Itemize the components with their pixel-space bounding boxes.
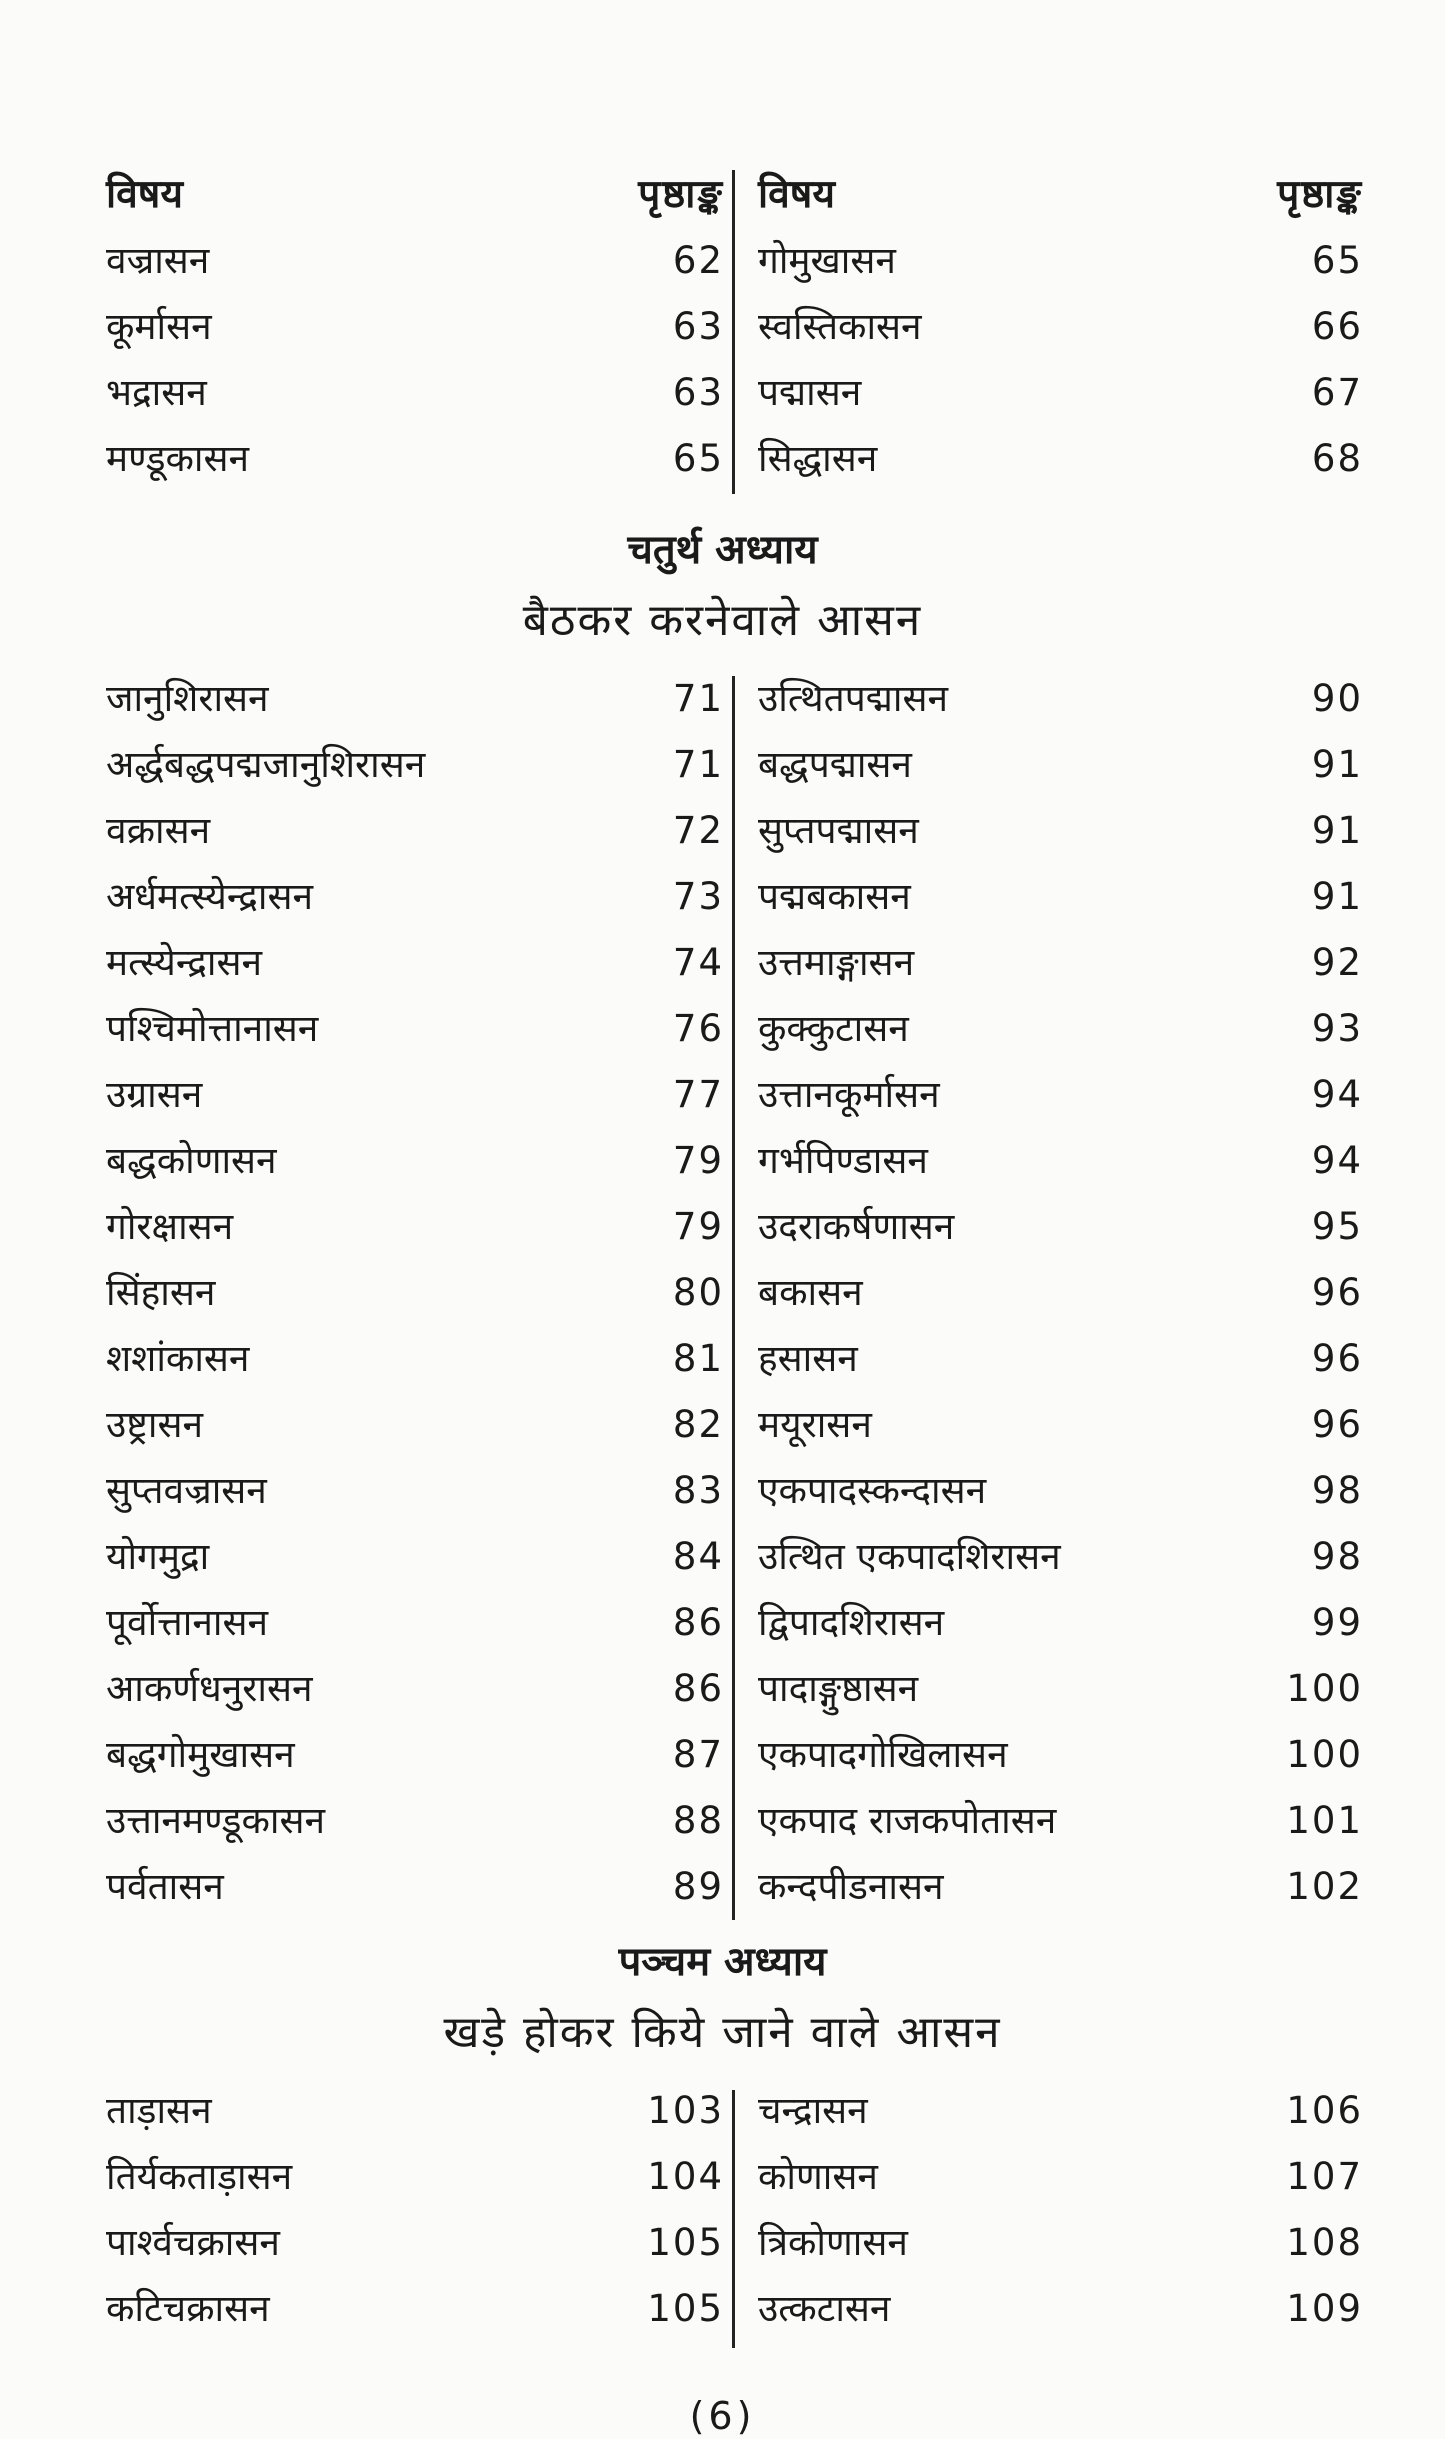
asana-name: शशांकासन <box>106 1337 250 1380</box>
contents-entry <box>96 666 732 732</box>
page-ref: 71 <box>672 677 724 720</box>
contents-entry <box>748 2078 1371 2144</box>
page-ref: 63 <box>672 371 724 414</box>
subject-heading: विषय <box>758 172 835 217</box>
contents-entry <box>96 1260 732 1326</box>
page-ref: 103 <box>647 2089 724 2132</box>
page-ref: 96 <box>1311 1403 1363 1446</box>
left-header-row <box>96 162 732 228</box>
contents-entry <box>748 666 1371 732</box>
contents-entry <box>748 1524 1371 1590</box>
contents-entry <box>96 864 732 930</box>
contents-entry <box>748 1656 1371 1722</box>
contents-entry <box>96 1392 732 1458</box>
contents-entry <box>748 1722 1371 1788</box>
contents-entry <box>748 1854 1371 1920</box>
page-ref: 107 <box>1286 2155 1363 2198</box>
asana-name: कन्दपीडनासन <box>758 1865 944 1908</box>
asana-name: पूर्वोत्तानासन <box>106 1601 268 1644</box>
contents-entry <box>96 426 732 492</box>
asana-name: उत्कटासन <box>758 2287 891 2330</box>
page-ref: 88 <box>672 1799 724 1842</box>
contents-entry <box>748 360 1371 426</box>
asana-name: चन्द्रासन <box>758 2089 868 2132</box>
page-ref: 94 <box>1311 1139 1363 1182</box>
asana-name: उत्थितपद्मासन <box>758 677 949 720</box>
page-ref: 99 <box>1311 1601 1363 1644</box>
page-ref: 79 <box>672 1139 724 1182</box>
contents-entry <box>96 1326 732 1392</box>
page-ref: 101 <box>1286 1799 1363 1842</box>
page-ref: 96 <box>1311 1337 1363 1380</box>
contents-entry <box>96 1062 732 1128</box>
page-ref: 86 <box>672 1667 724 1710</box>
asana-name: उष्ट्रासन <box>106 1403 204 1446</box>
contents-entry <box>96 1524 732 1590</box>
page-ref: 92 <box>1311 941 1363 984</box>
asana-name: सुप्तवज्रासन <box>106 1469 267 1512</box>
page-ref: 62 <box>672 239 724 282</box>
asana-name: उत्तमाङ्गासन <box>758 941 915 984</box>
contents-entry <box>96 1854 732 1920</box>
right-column <box>748 162 1371 492</box>
contents-entry <box>96 2144 732 2210</box>
asana-name: ताड़ासन <box>106 2089 212 2132</box>
asana-name: उत्तानमण्डूकासन <box>106 1799 326 1842</box>
contents-entry <box>748 732 1371 798</box>
asana-name: हसासन <box>758 1337 858 1380</box>
contents-entry <box>748 2276 1371 2342</box>
page-ref: 79 <box>672 1205 724 1248</box>
contents-entry <box>748 1062 1371 1128</box>
asana-name: बकासन <box>758 1271 863 1314</box>
contents-entry <box>96 2210 732 2276</box>
asana-name: सिद्धासन <box>758 437 878 480</box>
right-column <box>748 666 1371 1920</box>
asana-name: अर्द्धबद्धपद्मजानुशिरासन <box>106 743 426 786</box>
asana-name: तिर्यकताड़ासन <box>106 2155 293 2198</box>
asana-name: त्रिकोणासन <box>758 2221 908 2264</box>
contents-entry <box>96 1128 732 1194</box>
contents-entry <box>748 1128 1371 1194</box>
left-column <box>96 2078 732 2342</box>
asana-name: बद्धपद्मासन <box>758 743 912 786</box>
asana-name: पद्मबकासन <box>758 875 911 918</box>
page-ref: 91 <box>1311 875 1363 918</box>
page-ref: 96 <box>1311 1271 1363 1314</box>
asana-name: सुप्तपद्मासन <box>758 809 919 852</box>
contents-entry <box>96 930 732 996</box>
page-ref: 89 <box>672 1865 724 1908</box>
asana-name: मण्डूकासन <box>106 437 250 480</box>
page-ref: 86 <box>672 1601 724 1644</box>
asana-name: गोरक्षासन <box>106 1205 234 1248</box>
chapter-4-title: चतुर्थ अध्याय <box>627 527 818 573</box>
page-ref: 77 <box>672 1073 724 1116</box>
page-ref: 91 <box>1311 809 1363 852</box>
contents-entry <box>748 1260 1371 1326</box>
page-ref: 83 <box>672 1469 724 1512</box>
asana-name: वक्रासन <box>106 809 211 852</box>
page-ref: 76 <box>672 1007 724 1050</box>
page-ref: 94 <box>1311 1073 1363 1116</box>
page-heading: पृष्ठाङ्क <box>1277 172 1363 217</box>
contents-entry <box>748 864 1371 930</box>
contents-entry <box>96 1656 732 1722</box>
page-ref: 105 <box>647 2287 724 2330</box>
asana-name: आकर्णधनुरासन <box>106 1667 313 1710</box>
contents-entry <box>748 294 1371 360</box>
asana-name: मत्स्येन्द्रासन <box>106 941 263 984</box>
contents-entry <box>748 1788 1371 1854</box>
asana-name: मयूरासन <box>758 1403 872 1446</box>
contents-entry <box>96 1722 732 1788</box>
contents-entry <box>748 1590 1371 1656</box>
page-ref: 63 <box>672 305 724 348</box>
column-divider <box>732 170 735 494</box>
contents-entry <box>748 996 1371 1062</box>
asana-name: उत्थित एकपादशिरासन <box>758 1535 1061 1578</box>
contents-entry <box>96 1458 732 1524</box>
page-ref: 104 <box>647 2155 724 2198</box>
asana-name: सिंहासन <box>106 1271 216 1314</box>
contents-entry <box>96 1788 732 1854</box>
asana-name: अर्धमत्स्येन्द्रासन <box>106 875 314 918</box>
contents-entry <box>748 930 1371 996</box>
asana-name: योगमुद्रा <box>106 1535 210 1578</box>
page-ref: 80 <box>672 1271 724 1314</box>
contents-entry <box>96 360 732 426</box>
contents-entry <box>748 2210 1371 2276</box>
asana-name: द्विपादशिरासन <box>758 1601 945 1644</box>
asana-name: एकपादगोखिलासन <box>758 1733 1008 1776</box>
asana-name: पर्वतासन <box>106 1865 224 1908</box>
page-ref: 73 <box>672 875 724 918</box>
column-divider <box>732 676 735 1920</box>
contents-entry <box>748 2144 1371 2210</box>
page-ref: 74 <box>672 941 724 984</box>
page-ref: 87 <box>672 1733 724 1776</box>
contents-entry <box>96 798 732 864</box>
contents-entry <box>748 426 1371 492</box>
page-ref: 95 <box>1311 1205 1363 1248</box>
page-ref: 93 <box>1311 1007 1363 1050</box>
contents-entry <box>96 228 732 294</box>
page-ref: 91 <box>1311 743 1363 786</box>
page-ref: 100 <box>1286 1667 1363 1710</box>
page-heading: पृष्ठाङ्क <box>638 172 724 217</box>
asana-name: गर्भपिण्डासन <box>758 1139 928 1182</box>
page-ref: 65 <box>1311 239 1363 282</box>
right-header-row <box>748 162 1371 228</box>
page-ref: 102 <box>1286 1865 1363 1908</box>
asana-name: बद्धकोणासन <box>106 1139 277 1182</box>
asana-name: कटिचक्रासन <box>106 2287 270 2330</box>
asana-name: उग्रासन <box>106 1073 203 1116</box>
asana-name: कोणासन <box>758 2155 878 2198</box>
page-ref: 90 <box>1311 677 1363 720</box>
asana-name: पद्मासन <box>758 371 862 414</box>
page-ref: 100 <box>1286 1733 1363 1776</box>
left-column <box>96 162 732 492</box>
asana-name: बद्धगोमुखासन <box>106 1733 295 1776</box>
page-ref: 66 <box>1311 305 1363 348</box>
asana-name: भद्रासन <box>106 371 207 414</box>
asana-name: उदराकर्षणासन <box>758 1205 955 1248</box>
asana-name: कूर्मासन <box>106 305 212 348</box>
asana-name: पश्चिमोत्तानासन <box>106 1007 319 1050</box>
contents-entry <box>96 732 732 798</box>
chapter-5-subtitle: खड़े होकर किये जाने वाले आसन <box>443 2007 1002 2058</box>
page-ref: 68 <box>1311 437 1363 480</box>
page-ref: 82 <box>672 1403 724 1446</box>
page-ref: 65 <box>672 437 724 480</box>
chapter-5-title: पञ्चम अध्याय <box>618 1939 827 1985</box>
asana-name: एकपाद राजकपोतासन <box>758 1799 1057 1842</box>
page-ref: 98 <box>1311 1535 1363 1578</box>
contents-entry <box>96 294 732 360</box>
contents-entry <box>748 798 1371 864</box>
asana-name: जानुशिरासन <box>106 677 269 720</box>
subject-heading: विषय <box>106 172 183 217</box>
page-ref: 81 <box>672 1337 724 1380</box>
asana-name: पार्श्वचक्रासन <box>106 2221 280 2264</box>
left-column <box>96 666 732 1920</box>
contents-entry <box>748 1326 1371 1392</box>
asana-name: पादाङ्गुष्ठासन <box>758 1667 919 1710</box>
page-ref: 71 <box>672 743 724 786</box>
asana-name: एकपादस्कन्दासन <box>758 1469 987 1512</box>
asana-name: उत्तानकूर्मासन <box>758 1073 940 1116</box>
page-ref: 72 <box>672 809 724 852</box>
chapter-4-subtitle: बैठकर करनेवाले आसन <box>522 595 923 646</box>
contents-entry <box>96 1194 732 1260</box>
page-ref: 67 <box>1311 371 1363 414</box>
page-ref: 98 <box>1311 1469 1363 1512</box>
contents-entry <box>96 2276 732 2342</box>
asana-name: वज्रासन <box>106 239 210 282</box>
page-ref: 108 <box>1286 2221 1363 2264</box>
page-ref: 109 <box>1286 2287 1363 2330</box>
page-ref: 106 <box>1286 2089 1363 2132</box>
contents-entry <box>96 1590 732 1656</box>
page-ref: 84 <box>672 1535 724 1578</box>
contents-entry <box>748 228 1371 294</box>
asana-name: गोमुखासन <box>758 239 896 282</box>
contents-entry <box>748 1392 1371 1458</box>
column-divider <box>732 2090 735 2348</box>
contents-entry <box>96 996 732 1062</box>
contents-entry <box>748 1194 1371 1260</box>
page-number: (6) <box>689 2394 756 2438</box>
asana-name: कुक्कुटासन <box>758 1007 909 1050</box>
right-column <box>748 2078 1371 2342</box>
page-ref: 105 <box>647 2221 724 2264</box>
asana-name: स्वस्तिकासन <box>758 305 922 348</box>
contents-entry <box>96 2078 732 2144</box>
contents-entry <box>748 1458 1371 1524</box>
